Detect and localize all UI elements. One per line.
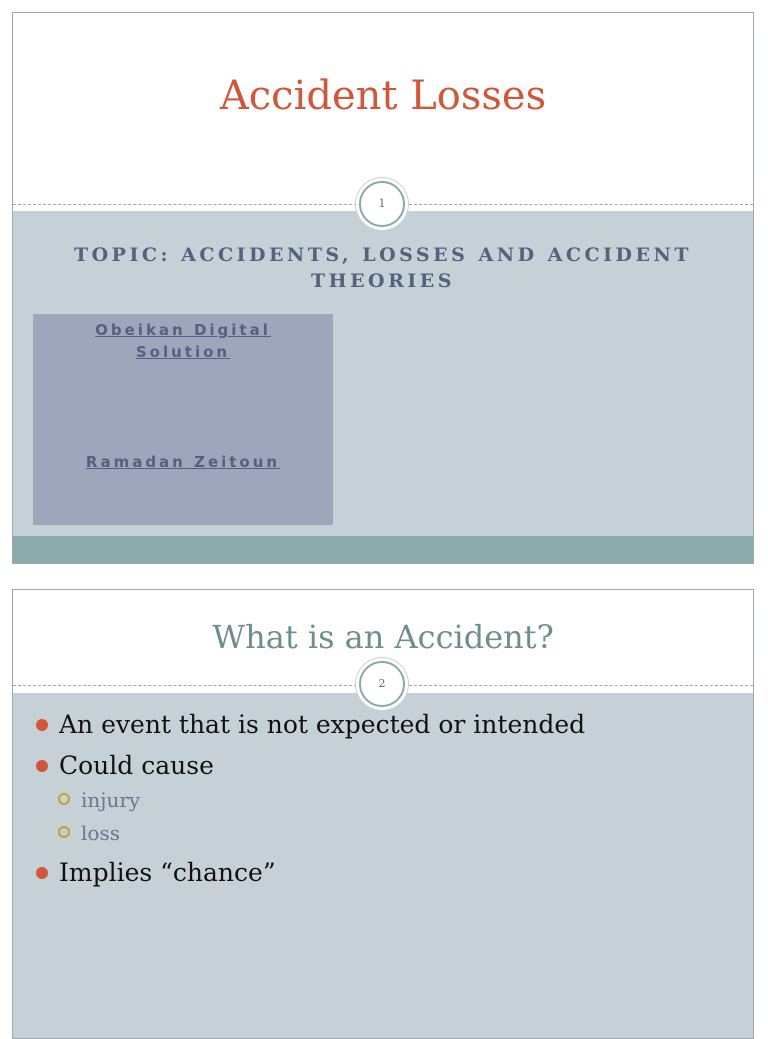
slide-2	[12, 589, 754, 1039]
bullet-list	[33, 708, 733, 897]
bullet-dot-icon	[36, 760, 48, 772]
bullet-item	[33, 749, 733, 783]
slide-title: Accident Losses	[219, 73, 547, 119]
bullet-text: Could cause	[59, 751, 214, 780]
slide-number-badge: 1	[359, 181, 405, 227]
slide-1	[12, 12, 754, 564]
bullet-text: An event that is not expected or intended	[59, 710, 586, 739]
sub-bullet-text: injury	[81, 788, 141, 812]
bullet-item	[33, 708, 733, 742]
sub-bullet-text: loss	[81, 821, 120, 845]
sub-bullet-ring-icon	[58, 826, 70, 838]
sub-bullet-item	[33, 786, 733, 814]
bullet-item	[33, 856, 733, 890]
bullet-dot-icon	[36, 867, 48, 879]
slide-number-badge: 2	[359, 661, 405, 707]
bottom-bar	[13, 536, 753, 564]
slide-subtitle: TOPIC: ACCIDENTS, LOSSES AND ACCIDENT THEORIES	[73, 244, 693, 292]
slide-title: What is an Accident?	[212, 618, 554, 656]
author-organization[interactable]: Obeikan Digital Solution	[95, 321, 271, 361]
author-box	[33, 314, 333, 525]
bullet-text: Implies “chance”	[59, 858, 276, 887]
author-name[interactable]: Ramadan Zeitoun	[85, 453, 281, 471]
bullet-dot-icon	[36, 719, 48, 731]
slide-title-area	[13, 13, 753, 204]
sub-bullet-ring-icon	[58, 793, 70, 805]
sub-bullet-item	[33, 819, 733, 847]
